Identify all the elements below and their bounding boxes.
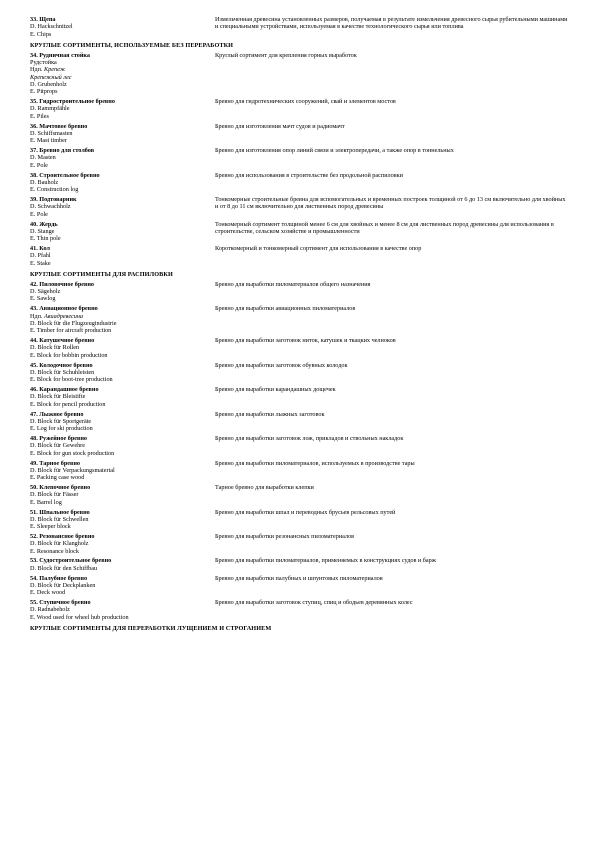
term-definition: Бревно для выработки резонансных пиломатериалов: [215, 532, 355, 540]
english-equivalent: E. Chips: [30, 30, 52, 38]
term-column: [30, 98, 215, 120]
english-equivalent: E. Log for ski production: [30, 425, 93, 433]
term-column: [30, 599, 215, 621]
english-equivalent: E. Packing case wood: [30, 474, 85, 482]
term-title: 53. Судостроительное бревно: [30, 557, 112, 565]
section-heading: КРУГЛЫЕ СОРТИМЕНТЫ, ИСПОЛЬЗУЕМЫЕ БЕЗ ПЕРЕРАБОТКИ: [30, 41, 234, 49]
term-title: 42. Пиловочное бревно: [30, 280, 95, 288]
term-title: 51. Шпальное бревно: [30, 508, 90, 516]
term-entry: [30, 123, 570, 145]
term-title: 41. Кол: [30, 245, 50, 253]
english-equivalent: E. Resonance block: [30, 547, 79, 555]
not-allowed-term: [30, 66, 215, 73]
english-equivalent: E. Block for pencil production: [30, 400, 106, 408]
term-definition: Бревно для выработки лыжных заготовок: [215, 410, 325, 418]
definition-column: [215, 245, 570, 267]
term-column: [30, 575, 215, 597]
german-equivalent: D. Block für Rollen: [30, 344, 80, 352]
term-entry: [30, 305, 570, 334]
definition-column: [215, 599, 570, 621]
not-allowed-text: Авиадревесина: [44, 312, 84, 320]
german-equivalent: D. Block für Gewehre: [30, 442, 85, 450]
term-title: 48. Ружейное бревно: [30, 435, 88, 443]
not-allowed-label: Ндп.: [30, 312, 45, 320]
term-definition: Бревно для выработки пиломатериалов, применяемых в конструкциях судов и барж: [215, 557, 437, 565]
term-column: [30, 16, 215, 38]
term-column: [30, 221, 215, 243]
term-title: 54. Палубное бревно: [30, 574, 88, 582]
term-definition: Бревно для выработки палубных и шпунтовых пиломатериалов: [215, 574, 383, 582]
term-definition: Измельченная древесина установленных размеров, получаемая в результате измельчения древесного сырья рубительными машинами и специальными устройствами, используемая в качестве технологического сырья или топлива: [215, 16, 568, 31]
term-definition: Бревно для изготовления опор линий связи и электропередачи, а также опор в тоннельных: [215, 147, 454, 155]
term-title: 47. Лыжное бревно: [30, 410, 84, 418]
term-entry: [30, 147, 570, 169]
term-definition: Круглый сортимент для крепления горных выработок: [215, 51, 357, 59]
term-definition: Бревно для выработки заготовок ниток, катушек и ткацких челноков: [215, 337, 396, 345]
german-equivalent: D. Block für Schuhleisten: [30, 368, 95, 376]
german-equivalent: D. Rammpfähle: [30, 105, 70, 113]
german-equivalent: D. Hackschnitzel: [30, 23, 73, 31]
definition-column: [215, 221, 570, 243]
definition-column: [215, 386, 570, 408]
term-definition: Бревно для выработки заготовок ступиц, спиц и ободьев деревянных колес: [215, 599, 413, 607]
section-heading: КРУГЛЫЕ СОРТИМЕНТЫ ДЛЯ ПЕРЕРАБОТКИ ЛУЩЕНИЕМ И СТРОГАНИЕМ: [30, 625, 272, 633]
not-allowed-term-2: Крепежный лес: [30, 73, 72, 81]
term-column: [30, 557, 215, 572]
term-column: [30, 245, 215, 267]
english-equivalent: E. Construction log: [30, 186, 79, 194]
term-title: 38. Строительное бревно: [30, 171, 100, 179]
term-column: [30, 362, 215, 384]
english-equivalent: E. Deck wood: [30, 589, 66, 597]
term-entry: [30, 196, 570, 218]
definition-column: [215, 411, 570, 433]
term-entry: [30, 52, 570, 96]
term-title: 50. Клепочное бревно: [30, 484, 91, 492]
english-equivalent: E. Block for boot-tree production: [30, 376, 113, 384]
not-allowed-text: Крепеж: [44, 66, 66, 74]
term-definition: Короткомерный и тонкомерный сортимент для использования в качестве опор: [215, 245, 422, 253]
german-equivalent: D. Bauholz: [30, 178, 59, 186]
english-equivalent: E. Pole: [30, 161, 48, 169]
english-equivalent: E. Thin pole: [30, 235, 61, 243]
term-entry: [30, 281, 570, 303]
term-definition: Бревно для выработки заготовок лож, прикладов и ствольных накладок: [215, 435, 404, 443]
term-entry: [30, 533, 570, 555]
term-column: [30, 460, 215, 482]
term-column: [30, 123, 215, 145]
english-equivalent: E. Stake: [30, 259, 51, 267]
german-equivalent: D. Block für Sportgeräte: [30, 417, 92, 425]
definition-column: [215, 123, 570, 145]
german-equivalent: D. Pfahl: [30, 252, 51, 260]
definition-column: [215, 533, 570, 555]
definition-column: [215, 575, 570, 597]
german-equivalent: D. Block für Verpackungsmaterial: [30, 466, 115, 474]
english-equivalent: E. Piles: [30, 112, 49, 120]
english-equivalent: E. Pitprops: [30, 88, 58, 96]
document-page: [30, 16, 570, 633]
german-equivalent: D. Block für Deckplanken: [30, 581, 96, 589]
english-equivalent: E. Block for bobbin production: [30, 351, 108, 359]
english-equivalent: E. Pole: [30, 210, 48, 218]
section-heading: КРУГЛЫЕ СОРТИМЕНТЫ ДЛЯ РАСПИЛОВКИ: [30, 270, 173, 278]
term-definition: Бревно для выработки авиационных пиломатериалов: [215, 305, 356, 313]
german-equivalent: D. Block für Bleistifte: [30, 393, 86, 401]
definition-column: [215, 484, 570, 506]
term-entry: [30, 575, 570, 597]
german-equivalent: D. Block für Schwellen: [30, 515, 89, 523]
term-synonym: Рудстойка: [30, 59, 57, 67]
german-equivalent: D. Block für den Schiffbau: [30, 564, 98, 572]
term-title: 49. Тарное бревно: [30, 459, 81, 467]
term-column: [30, 305, 215, 334]
term-definition: Бревно для изготовления мачт судов и радиомачт: [215, 122, 345, 130]
term-column: [30, 435, 215, 457]
definition-column: [215, 509, 570, 531]
term-entry: [30, 386, 570, 408]
term-entry: [30, 599, 570, 621]
definition-column: [215, 557, 570, 572]
term-entry: [30, 509, 570, 531]
term-title: 36. Мачтовое бревно: [30, 122, 88, 130]
term-column: [30, 484, 215, 506]
english-equivalent: E. Sleeper block: [30, 523, 71, 531]
definition-column: [215, 196, 570, 218]
term-entry: [30, 337, 570, 359]
german-equivalent: D. Block für Klangholz: [30, 540, 89, 548]
term-entry: [30, 362, 570, 384]
german-equivalent: D. Schwachholz: [30, 203, 71, 211]
english-equivalent: E. Block for gun stock production: [30, 449, 115, 457]
term-title: 34. Рудничная стойка: [30, 51, 90, 59]
not-allowed-term: [30, 313, 215, 320]
german-equivalent: D. Block für die Flugzeugindustrie: [30, 319, 117, 327]
term-column: [30, 196, 215, 218]
term-column: [30, 411, 215, 433]
german-equivalent: D. Grubenholz: [30, 80, 67, 88]
definition-column: [215, 16, 570, 38]
definition-column: [215, 460, 570, 482]
definition-column: [215, 362, 570, 384]
term-definition: Тонкомерные строительные бревна для вспомогательных и временных построек толщиной от 6 до 13 см включительно для хвойных и от 8 до 11 см включительно для лиственных пород древесины: [215, 196, 566, 211]
term-title: 43. Авиационное бревно: [30, 305, 98, 313]
term-column: [30, 52, 215, 96]
term-entry: [30, 98, 570, 120]
definition-column: [215, 435, 570, 457]
term-column: [30, 147, 215, 169]
term-column: [30, 386, 215, 408]
term-entry: [30, 484, 570, 506]
term-title: 45. Колодочное бревно: [30, 361, 93, 369]
term-definition: Тарное бревно для выработки клепки: [215, 484, 314, 492]
term-entry: [30, 411, 570, 433]
term-column: [30, 281, 215, 303]
term-definition: Бревно для выработки заготовок обувных колодок: [215, 361, 348, 369]
term-entry: [30, 245, 570, 267]
term-title: 52. Резонансное бревно: [30, 532, 95, 540]
term-column: [30, 533, 215, 555]
term-title: 39. Подтоварник: [30, 196, 77, 204]
definition-column: [215, 281, 570, 303]
term-definition: Бревно для выработки пиломатериалов общего назначения: [215, 280, 371, 288]
definition-column: [215, 172, 570, 194]
german-equivalent: D. Schiffsmasten: [30, 129, 73, 137]
term-entry: [30, 460, 570, 482]
term-title: 44. Катушечное бревно: [30, 337, 95, 345]
term-title: 37. Бревно для столбов: [30, 147, 95, 155]
definition-column: [215, 98, 570, 120]
term-definition: Бревно для выработки карандашных дощечек: [215, 386, 336, 394]
german-equivalent: D. Radnabeholz: [30, 606, 70, 614]
term-entry: [30, 16, 570, 38]
term-column: [30, 337, 215, 359]
term-title: 40. Жердь: [30, 220, 58, 228]
term-column: [30, 509, 215, 531]
english-equivalent: E. Wood used for wheel hub production: [30, 613, 129, 621]
term-entry: [30, 435, 570, 457]
term-title: 33. Щепа: [30, 16, 56, 23]
term-definition: Бревно для выработки шпал и переводных брусьев рельсовых путей: [215, 508, 396, 516]
german-equivalent: D. Block für Fässer: [30, 491, 79, 499]
term-entry: [30, 172, 570, 194]
definition-column: [215, 52, 570, 96]
term-title: 46. Карандашное бревно: [30, 386, 99, 394]
term-title: 35. Гидростроительное бревно: [30, 98, 115, 106]
term-entry: [30, 557, 570, 572]
term-definition: Бревно для гидротехнических сооружений, свай и элементов мостов: [215, 98, 396, 106]
german-equivalent: D. Stange: [30, 227, 55, 235]
term-title: 55. Ступичное бревно: [30, 599, 91, 607]
english-equivalent: E. Timber for aircraft production: [30, 327, 112, 335]
english-equivalent: E. Sawlog: [30, 295, 56, 303]
not-allowed-label: Ндп.: [30, 66, 45, 74]
german-equivalent: D. Sägeholz: [30, 288, 61, 296]
english-equivalent: E. Mast timber: [30, 137, 67, 145]
term-entry: [30, 221, 570, 243]
english-equivalent: E. Barrel log: [30, 498, 62, 506]
definition-column: [215, 337, 570, 359]
term-definition: Бревно для использования в строительстве без продольной распиловки: [215, 171, 403, 179]
term-column: [30, 172, 215, 194]
definition-column: [215, 147, 570, 169]
definition-column: [215, 305, 570, 334]
term-definition: Тонкомерный сортимент толщиной менее 6 см для хвойных и менее 8 см для лиственных пород древесины для использования в строительстве, сельском хозяйстве и промышленности: [215, 220, 554, 235]
german-equivalent: D. Masten: [30, 154, 56, 162]
term-definition: Бревно для выработки пиломатериалов, используемых в производстве тары: [215, 459, 415, 467]
